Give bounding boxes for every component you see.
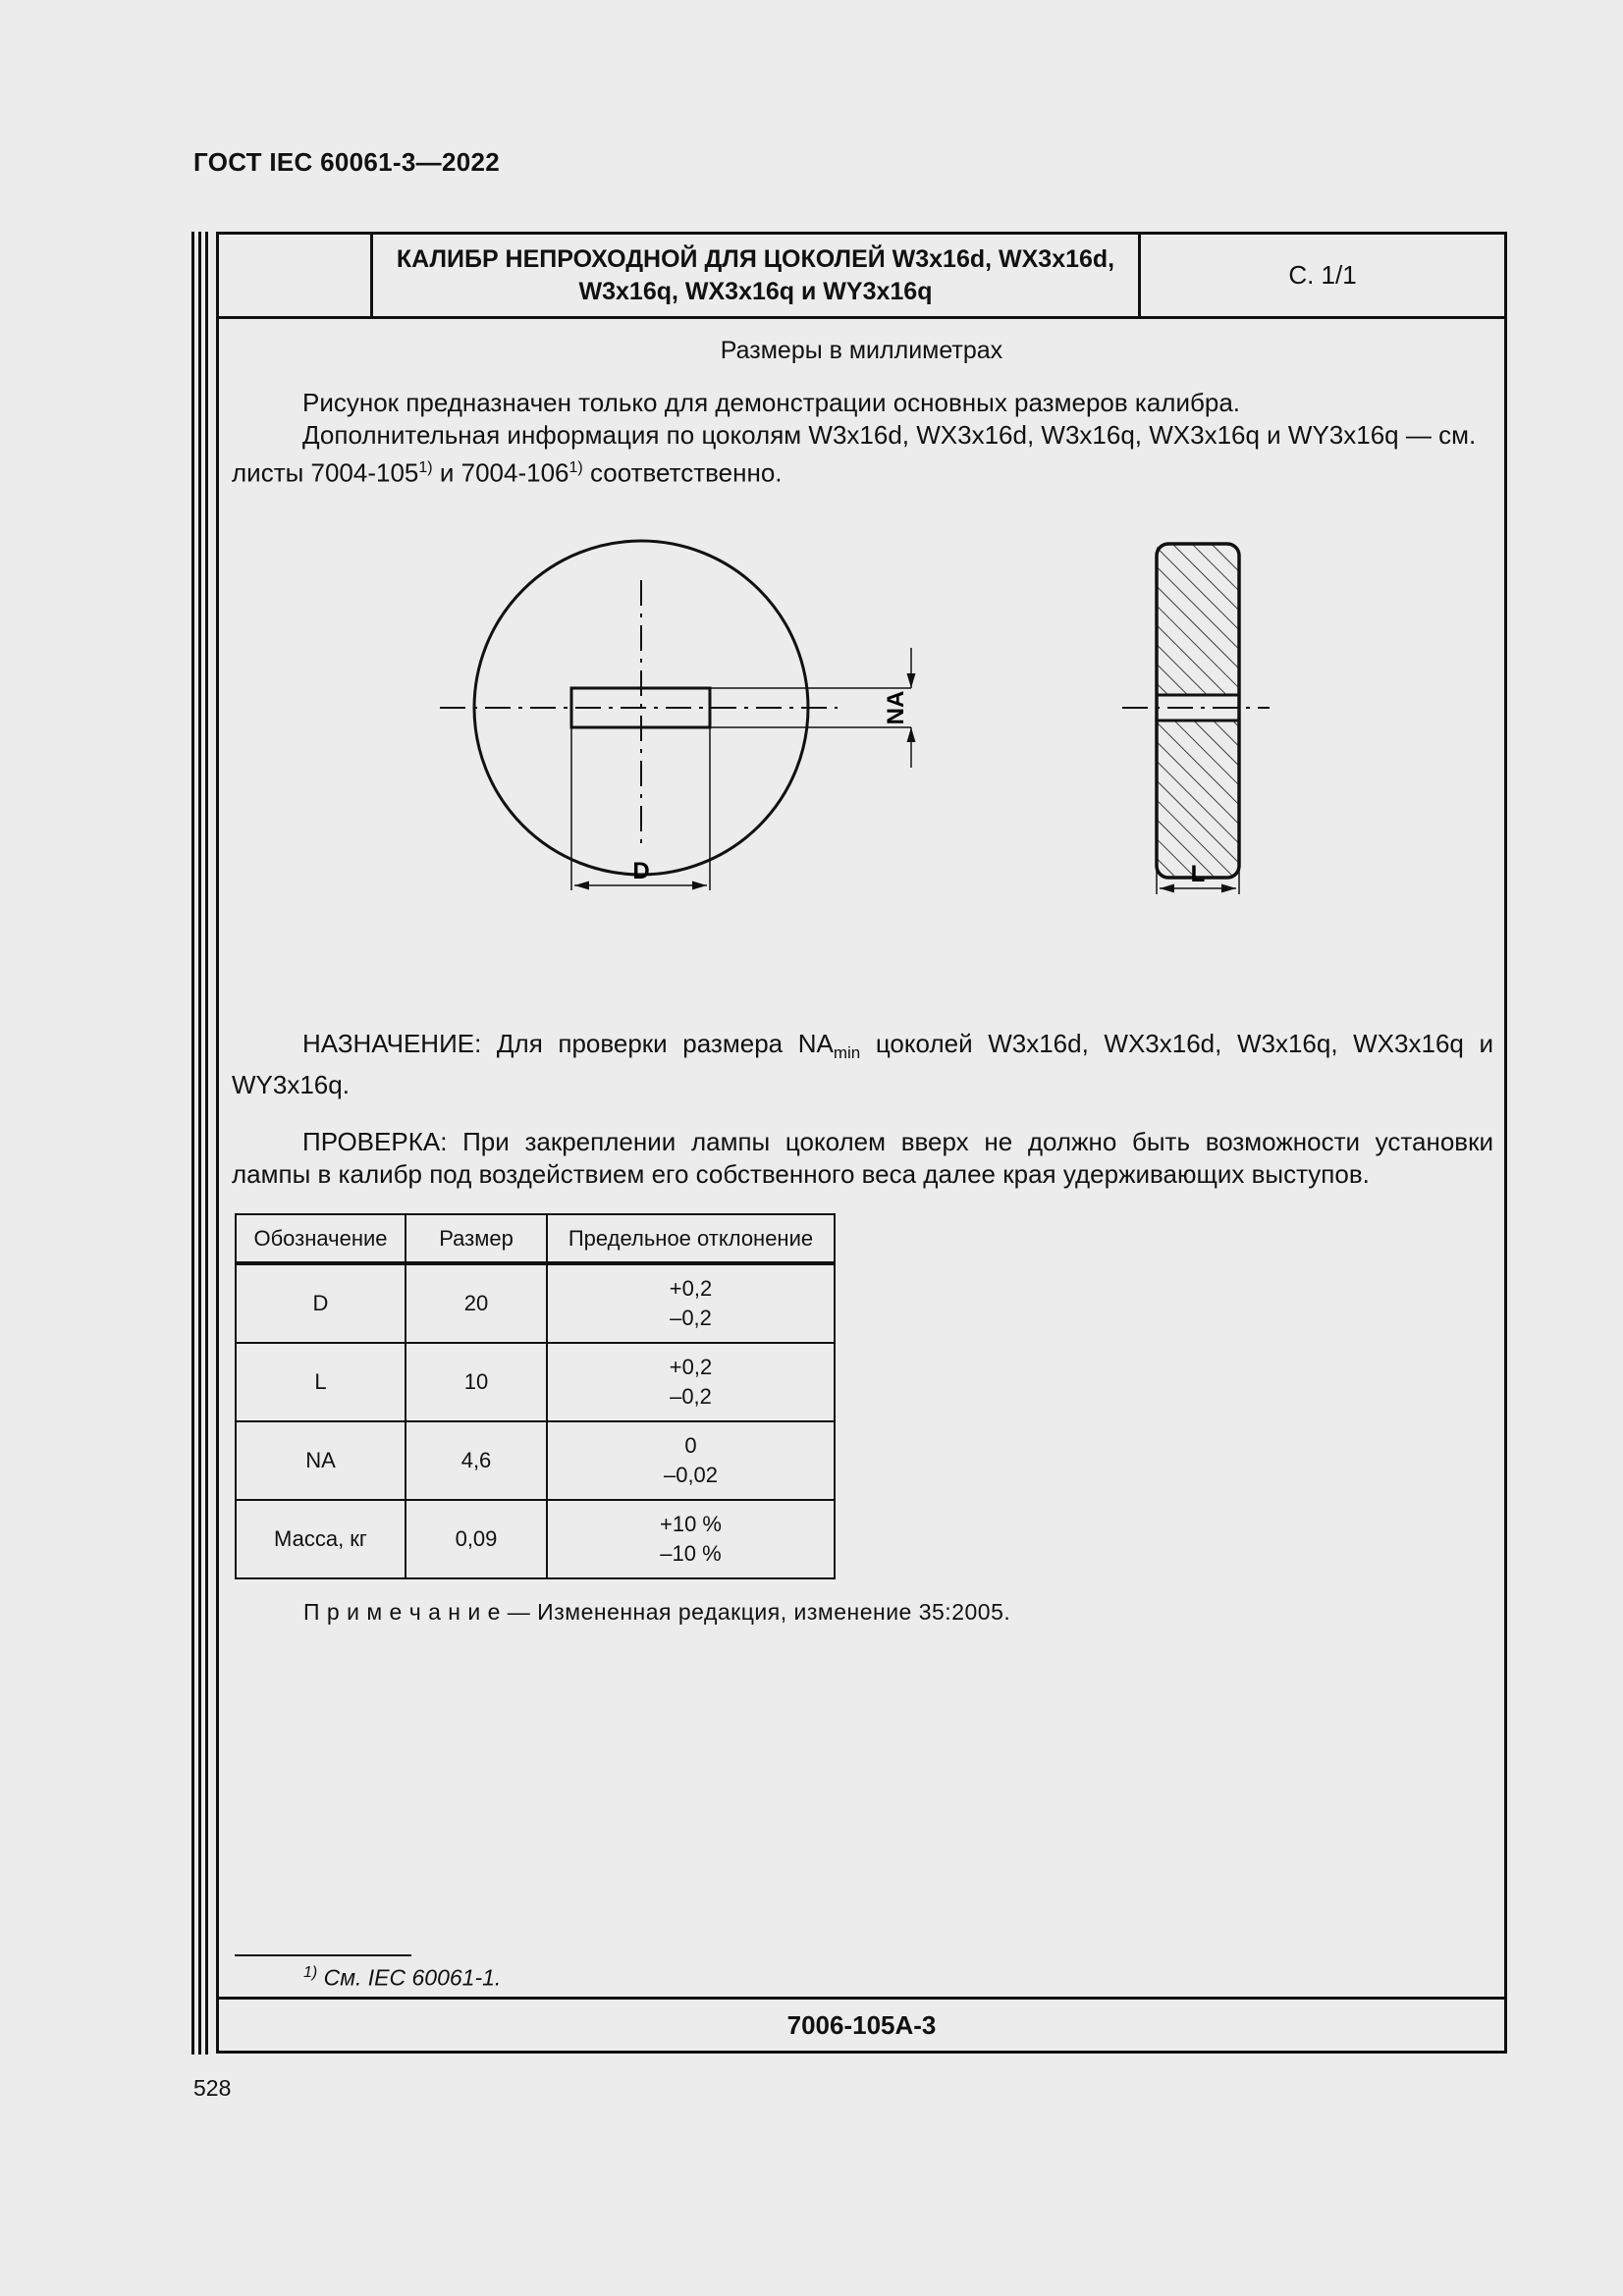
table-row [236, 1343, 835, 1421]
tolerance-lower: –0,2 [670, 1306, 712, 1330]
dimensions-table [235, 1213, 836, 1579]
footnote-text: См. IEC 60061-1. [317, 1964, 502, 1991]
intro-line-2 [232, 419, 1493, 490]
table-header-cell: Предельное отклонение [547, 1214, 835, 1263]
table-header-row [236, 1214, 835, 1263]
page-number: 528 [193, 2075, 232, 2101]
document-code: ГОСТ IEC 60061-3—2022 [193, 147, 500, 177]
tolerance-lower: –0,2 [670, 1384, 712, 1409]
table-header-cell: Размер [406, 1214, 547, 1263]
table-row [236, 1263, 835, 1343]
note: П р и м е ч а н и е — Измененная редакция, изменение 35:2005. [303, 1599, 1011, 1625]
sheet-title: КАЛИБР НЕПРОХОДНОЙ ДЛЯ ЦОКОЛЕЙ W3x16d, WX3x16d, W3x16q, WX3x16q и WY3x16q [373, 235, 1141, 316]
sheet-number: 7006-105A-3 [219, 1997, 1504, 2051]
table-row [236, 1421, 835, 1500]
binding-rule [191, 232, 194, 2055]
tolerance-lower: –10 % [660, 1541, 722, 1566]
tolerance-cell [547, 1500, 835, 1578]
tolerance-lower: –0,02 [663, 1463, 719, 1487]
side-hatch-top [1157, 544, 1239, 695]
purpose-text-rest: цоколей W3x16d, WX3x16d, W3x16q, WX3x16q и WY3x16q. [232, 1029, 1493, 1100]
footnote-mark: 1) [303, 1964, 318, 1981]
units-note: Размеры в миллиметрах [720, 337, 1003, 364]
table-header-cell: Обозначение [236, 1214, 406, 1263]
tolerance-upper: +0,2 [669, 1276, 713, 1301]
footnote-separator [235, 1954, 411, 1956]
tolerance-upper: 0 [684, 1433, 697, 1458]
purpose-subscript: min [833, 1043, 861, 1063]
gauge-drawing [219, 505, 1504, 956]
purpose-paragraph [232, 1028, 1493, 1101]
tolerance-upper: +10 % [660, 1512, 722, 1536]
tolerance-cell [547, 1343, 835, 1421]
intro-text-c: соответственно. [582, 457, 783, 488]
designation-cell: L [236, 1343, 406, 1421]
size-cell: 0,09 [406, 1500, 547, 1578]
intro-paragraph [232, 387, 1493, 490]
check-paragraph: ПРОВЕРКА: При закреплении лампы цоколем вверх не должно быть возможности установки лампы в калибр под воздействием его собственного веса далее края удерживающих выступов. [232, 1127, 1493, 1189]
binding-rule [205, 232, 208, 2055]
size-cell: 4,6 [406, 1421, 547, 1500]
footnote-ref: 1) [418, 459, 433, 476]
table-row [236, 1500, 835, 1578]
tolerance-cell [547, 1263, 835, 1343]
footnote [303, 1964, 501, 1992]
purpose-text: НАЗНАЧЕНИЕ: Для проверки размера NA [302, 1029, 834, 1058]
sheet-page: С. 1/1 [1288, 260, 1357, 290]
tolerance-cell [547, 1421, 835, 1500]
sheet-header [219, 235, 1504, 319]
tolerance-upper: +0,2 [669, 1355, 713, 1379]
intro-line-1: Рисунок предназначен только для демонстрации основных размеров калибра. [302, 388, 1241, 417]
intro-text-b: и 7004-106 [432, 457, 569, 488]
size-cell: 10 [406, 1343, 547, 1421]
designation-cell: NA [236, 1421, 406, 1500]
binding-rule [198, 232, 201, 2055]
side-hatch-bottom [1157, 721, 1239, 876]
header-blank-cell [219, 235, 373, 316]
l-label: L [1190, 861, 1206, 887]
designation-cell: Масса, кг [236, 1500, 406, 1578]
d-label: D [632, 858, 650, 884]
size-cell: 20 [406, 1263, 547, 1343]
designation-cell: D [236, 1263, 406, 1343]
na-label: NA [883, 690, 909, 725]
footnote-ref: 1) [568, 459, 583, 476]
sheet-frame [216, 232, 1507, 2054]
intro-text-a: Дополнительная информация по цоколям W3x16d, WX3x16d, W3x16q, WX3x16q и WY3x16q — см. листы 7004-105 [232, 420, 1477, 488]
